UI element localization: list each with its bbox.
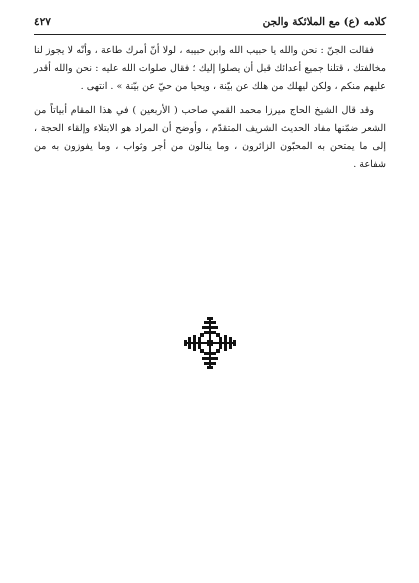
paragraph: وقد قال الشيخ الحاج ميرزا محمد القمي صاحب ( الأربعين ) في هذا المقام أبياتاً من الشعر ضمّنها مفاد الحديث الشريف المتقدّم ، وأوضح أن المراد هو الابتلاء وإلقاء الحجة ، إلى ما يمتحن به المحبّون الزائرون ، وما ينالون من أجر وثواب ، وما يفوزون به من شفاعة .: [34, 105, 386, 170]
paragraph: فقالت الجنّ : نحن والله يا حبيب الله وابن حبيبه ، لولا أنّ أمرك طاعة ، وأنّه لا يجوز لنا مخالفتك ، قتلنا جميع أعدائك قبل أن يصلوا إليك ؛ فقال صلوات الله عليه : نحن والله أقدر عليهم منكم ، ولكن ليهلك من هلك عن بيّنة ، ويحيا من حيّ عن بيّنة » . انتهى .: [34, 45, 386, 92]
header-rule: [34, 34, 386, 35]
running-header: [34, 16, 386, 34]
page-number: ٤٢٧: [34, 16, 51, 28]
body-text: [34, 42, 386, 174]
floral-ornament-icon: [182, 315, 238, 371]
running-title: كلامه (ع) مع الملائكة والجن: [262, 16, 386, 28]
